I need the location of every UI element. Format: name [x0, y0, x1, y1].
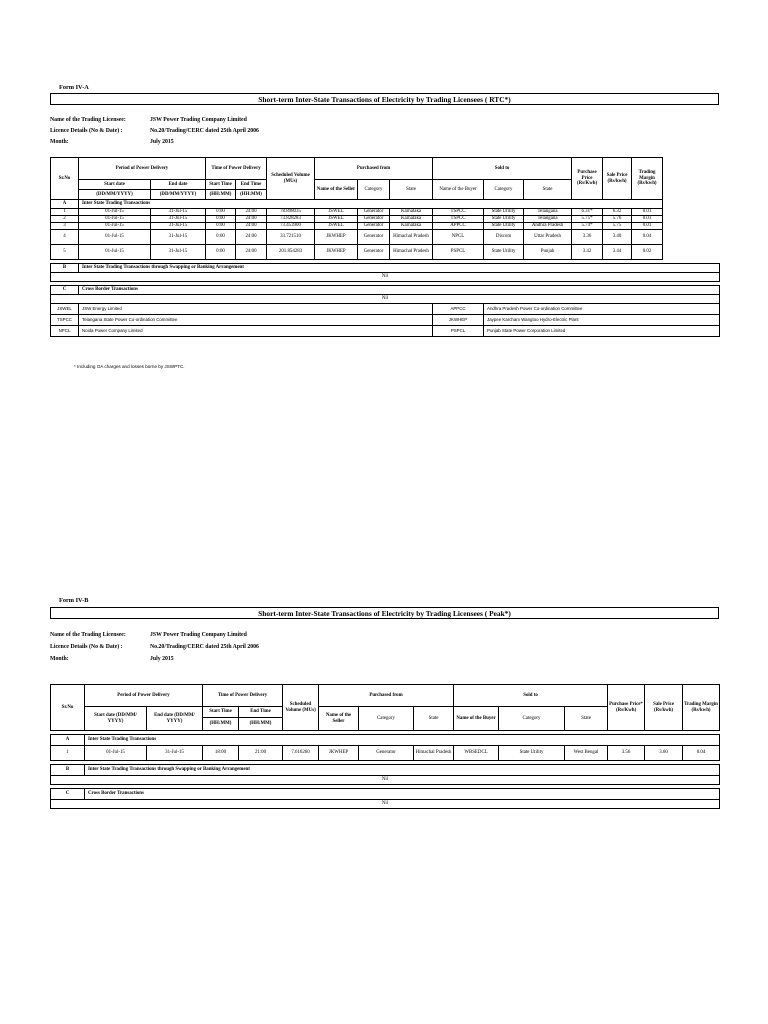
header-state2: State	[565, 707, 608, 731]
abbrev-code: JKWHEP	[433, 315, 484, 326]
header-date-format: (DD/MM/YYYY)	[151, 190, 206, 200]
cell: 3	[51, 223, 79, 230]
table-row	[51, 223, 720, 230]
cell: PSPCL	[433, 245, 484, 260]
abbrev-desc: Noida Power Company Limited	[79, 326, 433, 337]
header-end-time-label: End Time	[239, 707, 282, 718]
header-end-time: End Time	[236, 180, 267, 190]
header-purchase-price: Purchase Price (Rs/Kwh)	[572, 158, 603, 200]
table-row	[51, 230, 720, 245]
cell: NPCL	[433, 230, 484, 245]
header-date-format: (DD/MM/YYYY)	[79, 190, 151, 200]
cell: JSWEL	[315, 223, 358, 230]
abbrev-row	[51, 304, 720, 315]
header-end-time	[239, 707, 283, 731]
header-sold: Sold to	[454, 685, 608, 707]
abbrev-code: NPCL	[51, 326, 79, 337]
abbrev-desc: Andhra Pradesh Power Co-ordination Committee	[484, 304, 720, 315]
cell: 0:00	[206, 245, 236, 260]
header-time-format: (HH:MM)	[209, 721, 232, 726]
cell: West Bengal	[565, 746, 608, 761]
table-row	[51, 216, 720, 223]
header-end-date: End date (DD/MM/ YYYY)	[147, 707, 203, 731]
abbrev-row	[51, 326, 720, 337]
header-sale-price: Sale Price (Rs/kwh)	[645, 685, 683, 731]
header-end-date: End date	[151, 180, 206, 190]
cell: 73.453900	[267, 223, 315, 230]
form-a-meta-licensee	[50, 115, 247, 126]
cell: 01-Jul-15	[85, 746, 147, 761]
header-period: Period of Power Delivery	[85, 685, 203, 707]
section-id: A	[51, 735, 85, 746]
abbrev-row	[51, 315, 720, 326]
cell: JSWEL	[315, 216, 358, 223]
table-row	[51, 746, 720, 761]
form-a-table	[50, 157, 720, 337]
section-b-label: Inter State Trading Transactions through Swapping or Banking Arrangement	[85, 765, 720, 776]
cell: 3.42	[572, 245, 603, 260]
cell: Karnataka	[390, 223, 433, 230]
table-row	[51, 209, 720, 216]
section-b-nil: Nil	[51, 776, 720, 785]
header-margin: Trading Margin (Rs/kwh)	[683, 685, 720, 731]
spacer	[663, 216, 720, 223]
cell: Generator	[358, 223, 390, 230]
spacer	[663, 223, 720, 230]
cell: 3.40	[603, 230, 632, 245]
header-purchase-price: Purchase Price* (Rs/Kwh)	[608, 685, 645, 731]
header-time: Time of Power Delivery	[203, 685, 283, 707]
form-a-meta-licence	[50, 126, 259, 137]
section-c-label: Cross Border Transactions	[79, 286, 720, 295]
section-b-label: Inter State Trading Transactions through Swapping or Banking Arrangement	[79, 264, 720, 273]
meta-value: No.20/Trading/CERC dated 25th April 2006	[150, 644, 259, 650]
header-margin: Trading Margin (Rs/kwh)	[632, 158, 663, 200]
header-state: State	[390, 180, 433, 200]
header-purchased: Purchased from	[315, 158, 433, 180]
cell: Generator	[358, 216, 390, 223]
cell: 6.31*	[572, 209, 603, 216]
form-b-meta-licence	[50, 642, 259, 653]
cell: 0:00	[206, 216, 236, 223]
cell: 01-Jul-15	[79, 209, 151, 216]
table-row	[51, 245, 720, 260]
spacer	[663, 230, 720, 245]
form-b-title: Short-term Inter-State Transactions of Electricity by Trading Licensees ( Peak*)	[50, 607, 719, 619]
header-purchased: Purchased from	[319, 685, 454, 707]
abbrev-desc: Telangana State Power Co-ordination Committee	[79, 315, 433, 326]
cell: 0:00	[206, 223, 236, 230]
cell: JKWHEP	[315, 230, 358, 245]
header-sale-price: Sale Price (Rs/kwh)	[603, 158, 632, 200]
cell: APPCC	[433, 223, 484, 230]
header-start-date: Start date (DD/MM/ YYYY)	[85, 707, 147, 731]
section-c-nil: Nil	[51, 800, 720, 809]
cell: 0.02	[632, 245, 663, 260]
cell: 31-Jul-15	[151, 223, 206, 230]
cell: Telangana	[524, 209, 572, 216]
cell: State Utility	[499, 746, 565, 761]
cell: 24:00	[236, 216, 267, 223]
meta-key: Licence Details (No & Date) :	[50, 128, 123, 134]
header-time-format: (HH:MM)	[206, 190, 236, 200]
cell: 73.828283	[267, 216, 315, 223]
meta-value: JSW Power Trading Company Limited	[150, 632, 247, 638]
cell: Karnataka	[390, 216, 433, 223]
meta-key: Month:	[50, 139, 69, 145]
cell: Uttar Pradesh	[524, 230, 572, 245]
section-a-label: Inter State Trading Transactions	[85, 735, 720, 746]
spacer	[663, 209, 720, 216]
cell: Telangana	[524, 216, 572, 223]
cell: Generator	[358, 230, 390, 245]
cell: Himachal Pradesh	[390, 230, 433, 245]
cell: Andhra Pradesh	[524, 223, 572, 230]
abbrev-desc: Punjab State Power Corporation Limited	[484, 326, 720, 337]
header-category: Category	[359, 707, 414, 731]
header-scheduled: Scheduled Volume (MUs)	[283, 685, 319, 731]
cell: 31-Jul-15	[151, 209, 206, 216]
header-seller: Name of the Seller	[315, 180, 358, 200]
header-category2: Category	[484, 180, 524, 200]
section-id: C	[51, 286, 79, 295]
cell: 0:00	[206, 209, 236, 216]
section-b-nil: Nil	[51, 273, 720, 282]
header-start-time: Start Time	[206, 180, 236, 190]
form-a-meta-month	[50, 137, 174, 148]
cell: 18:00	[203, 746, 239, 761]
cell: 01-Jul-15	[79, 245, 151, 260]
cell: Generator	[358, 245, 390, 260]
cell: 5.75	[603, 223, 632, 230]
header-time-format: (HH:MM)	[236, 190, 267, 200]
header-time: Time of Power Delivery	[206, 158, 267, 180]
meta-key: Month:	[50, 656, 69, 662]
meta-value: July 2015	[150, 656, 174, 662]
abbrev-desc: Jaypee Karcham Wangtoo Hydro-Electric Plant	[484, 315, 720, 326]
cell: 24:00	[236, 223, 267, 230]
abbrev-code: JSWEL	[51, 304, 79, 315]
cell: 1	[51, 746, 85, 761]
cell: 3.60	[645, 746, 683, 761]
header-seller: Name of the Seller	[319, 707, 359, 731]
spacer	[663, 245, 720, 260]
cell: WBSEDCL	[454, 746, 499, 761]
cell: 31-Jul-15	[147, 746, 203, 761]
spacer	[663, 200, 720, 209]
cell: 5.76	[603, 216, 632, 223]
form-b-meta-month	[50, 654, 174, 665]
cell: Generator	[358, 209, 390, 216]
cell: 21:00	[239, 746, 283, 761]
cell: 2	[51, 216, 79, 223]
abbrev-code: APPCC	[433, 304, 484, 315]
cell: 01-Jul-15	[79, 230, 151, 245]
cell: 31-Jul-15	[151, 230, 206, 245]
cell: 5	[51, 245, 79, 260]
cell: State Utility	[484, 245, 524, 260]
cell: JKWHEP	[319, 746, 359, 761]
header-category2: Category	[499, 707, 565, 731]
cell: 31-Jul-15	[151, 245, 206, 260]
meta-value: No.20/Trading/CERC dated 25th April 2006	[150, 128, 259, 134]
form-a-title: Short-term Inter-State Transactions of Electricity by Trading Licensees ( RTC*)	[50, 93, 719, 105]
header-scheduled: Scheduled Volume (MUs)	[267, 158, 315, 200]
cell: 24:00	[236, 245, 267, 260]
cell: 24:00	[236, 209, 267, 216]
header-category: Category	[358, 180, 390, 200]
cell: JSWEL	[315, 209, 358, 216]
header-buyer: Name of the Buyer	[433, 180, 484, 200]
header-start-time	[203, 707, 239, 731]
cell: 01-Jul-15	[79, 216, 151, 223]
header-state: State	[414, 707, 454, 731]
cell: 5.75*	[572, 216, 603, 223]
meta-key: Name of the Trading Licensee:	[50, 117, 126, 123]
cell: 24:00	[236, 230, 267, 245]
form-b-table	[50, 684, 720, 809]
cell: Himachal Pradesh	[414, 746, 454, 761]
cell: 5.74*	[572, 223, 603, 230]
cell: 3.56	[608, 746, 645, 761]
header-srno: Sr.No	[51, 158, 79, 200]
meta-key: Name of the Trading Licensee:	[50, 632, 126, 638]
form-b-meta-licensee	[50, 630, 247, 641]
cell: 31-Jul-15	[151, 216, 206, 223]
cell: 4	[51, 230, 79, 245]
cell: 1	[51, 209, 79, 216]
cell: 0.04	[632, 230, 663, 245]
header-sold: Sold to	[433, 158, 572, 180]
section-id: C	[51, 789, 85, 800]
form-b-label: Form IV-B	[59, 597, 89, 604]
header-buyer: Name of the Buyer	[454, 707, 499, 731]
cell: 7.616260	[283, 746, 319, 761]
cell: State Utility	[484, 223, 524, 230]
cell: Karnataka	[390, 209, 433, 216]
header-state2: State	[524, 180, 572, 200]
cell: 3.36	[572, 230, 603, 245]
cell: JKWHEP	[315, 245, 358, 260]
section-c-nil: Nil	[51, 295, 720, 304]
cell: Generator	[359, 746, 414, 761]
header-start-time-label: Start Time	[203, 707, 238, 718]
cell: 01-Jul-15	[79, 223, 151, 230]
section-id: B	[51, 264, 79, 273]
cell: TSPCC	[433, 216, 484, 223]
header-period: Period of Power Delivery	[79, 158, 206, 180]
cell: 201.854283	[267, 245, 315, 260]
cell: 0.01	[632, 216, 663, 223]
cell: 0.04	[683, 746, 720, 761]
cell: State Utility	[484, 209, 524, 216]
cell: 3.44	[603, 245, 632, 260]
cell: Discom	[484, 230, 524, 245]
cell: 0:00	[206, 230, 236, 245]
footnote: * Including OA charges and losses borne by JSWPTC.	[74, 364, 185, 369]
cell: 33.721510	[267, 230, 315, 245]
cell: State Utility	[484, 216, 524, 223]
section-id: A	[51, 200, 79, 209]
cell: Punjab	[524, 245, 572, 260]
section-id: B	[51, 765, 85, 776]
abbrev-desc: JSW Energy Limited	[79, 304, 433, 315]
meta-key: Licence Details (No & Date) :	[50, 644, 123, 650]
section-c-label: Cross Border Transactions	[85, 789, 720, 800]
cell: 0.01	[632, 209, 663, 216]
cell: 0.01	[632, 223, 663, 230]
meta-value: JSW Power Trading Company Limited	[150, 117, 247, 123]
header-start-date: Start date	[79, 180, 151, 190]
header-srno: Sr.No	[51, 685, 85, 731]
abbrev-code: TSPCC	[51, 315, 79, 326]
abbrev-code: PSPCL	[433, 326, 484, 337]
cell: 78.898035	[267, 209, 315, 216]
cell: Himachal Pradesh	[390, 245, 433, 260]
cell: 6.32	[603, 209, 632, 216]
header-time-format: (HH:MM)	[249, 721, 272, 726]
section-a-label: Inter State Trading Transactions	[79, 200, 663, 209]
spacer	[663, 158, 720, 200]
meta-value: July 2015	[150, 139, 174, 145]
form-a-label: Form IV-A	[59, 84, 89, 91]
cell: TSPCC	[433, 209, 484, 216]
